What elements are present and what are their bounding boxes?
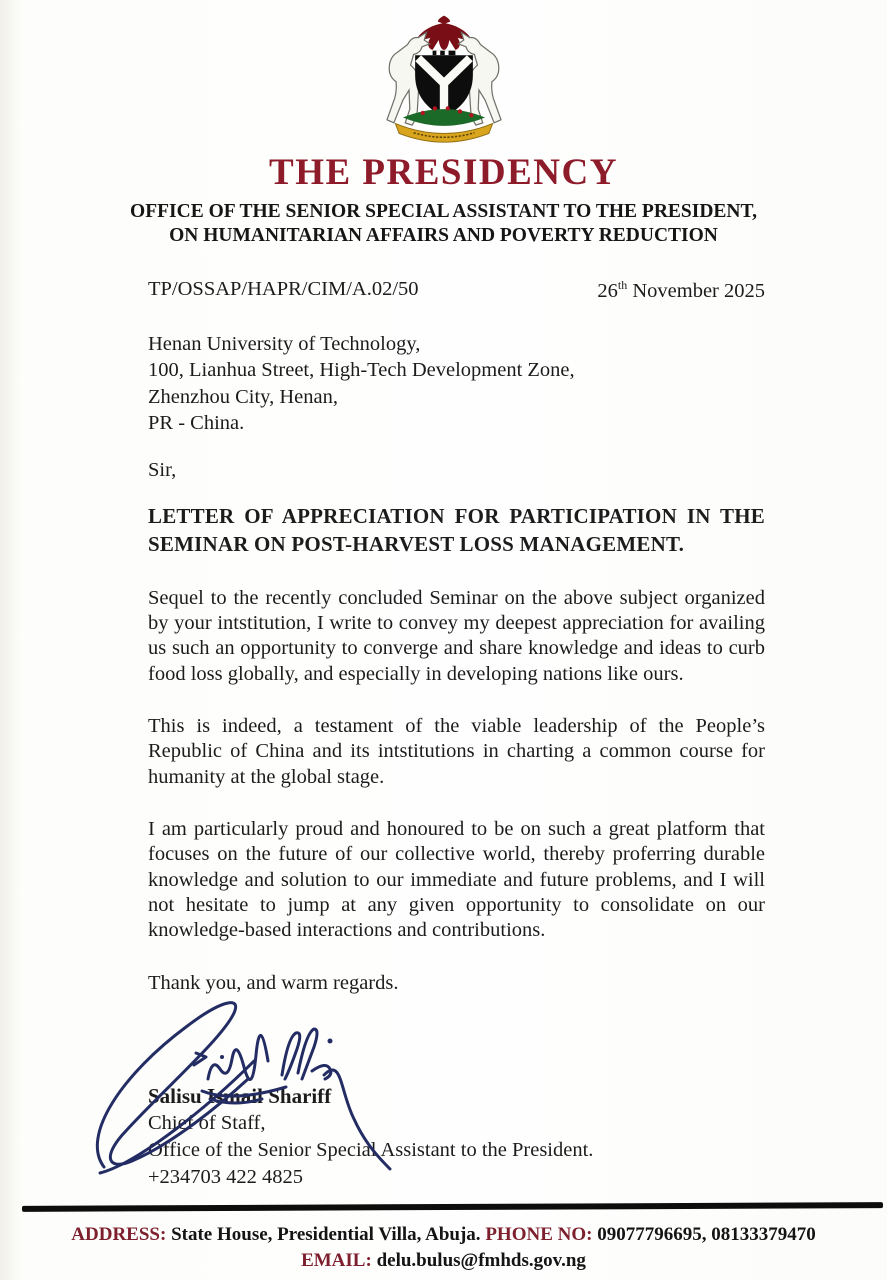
signatory-office: Office of the Senior Special Assistant to the President.	[148, 1139, 594, 1162]
email-value: delu.bulus@fmhds.gov.ng	[371, 1250, 586, 1271]
letter-body	[148, 278, 765, 1191]
reference-number: TP/OSSAP/HAPR/CIM/A.02/50	[148, 278, 419, 300]
subject-line: LETTER OF APPRECIATION FOR PARTICIPATION IN THE SEMINAR ON POST-HARVEST LOSS MANAGEMENT.	[148, 503, 765, 557]
paragraph-2: This is indeed, a testament of the viable leadership of the People’s Republic of China and its intstitutions in charting a common course for humanity at the global stage.	[148, 715, 765, 788]
reference-row	[148, 278, 765, 303]
date-month-year: November 2025	[627, 279, 765, 302]
recipient-line: PR - China.	[148, 412, 245, 435]
paragraph-3: I am particularly proud and honoured to be on such a great platform that focuses on the future of our collective world, thereby proferring durable knowledge and solution to our immediate and future problems, and I will not hesitate to jump at any given opportunity to consolidate on our knowledge-based interactions and contributions.	[148, 817, 765, 942]
recipient-line: Henan University of Technology,	[148, 332, 421, 355]
date-ordinal: th	[617, 278, 628, 292]
page-title: THE PRESIDENCY	[269, 152, 618, 193]
address-value: State House, Presidential Villa, Abuja.	[166, 1224, 486, 1245]
closing-line: Thank you, and warm regards.	[148, 972, 399, 995]
office-subtitle	[0, 200, 887, 248]
recipient-line: 100, Lianhua Street, High-Tech Development Zone,	[148, 359, 575, 382]
phone-label: PHONE NO:	[485, 1224, 593, 1245]
signatory-name: Salisu Ismail Shariff	[148, 1084, 332, 1109]
nigeria-coat-of-arms-icon	[368, 12, 520, 144]
email-label: EMAIL:	[301, 1250, 372, 1271]
footer-address-line	[0, 1222, 887, 1248]
office-subtitle-line2: ON HUMANITARIAN AFFAIRS AND POVERTY REDUCTION	[169, 225, 718, 246]
footer-divider	[22, 1202, 883, 1212]
phone-value: 09077796695, 08133379470	[592, 1224, 816, 1245]
letter-date	[597, 278, 765, 303]
signature-area	[148, 995, 765, 1083]
footer-email-line	[0, 1248, 887, 1274]
signatory-phone: +234703 422 4825	[148, 1166, 304, 1189]
recipient-address	[148, 331, 765, 437]
paragraph-1: Sequel to the recently concluded Seminar on the above subject organized by your intstitution, I write to convey my deepest appreciation for availing us such an opportunity to converge and share knowledge and ideas to curb food loss globally, and especially in developing nations like ours.	[148, 586, 765, 685]
office-subtitle-line1: OFFICE OF THE SENIOR SPECIAL ASSISTANT TO THE PRESIDENT,	[130, 201, 757, 222]
date-day: 26	[597, 279, 618, 302]
signatory-block	[148, 1083, 765, 1191]
salutation: Sir,	[148, 458, 177, 481]
address-label: ADDRESS:	[71, 1224, 167, 1245]
recipient-line: Zhenzhou City, Henan,	[148, 385, 338, 408]
signatory-role: Chief of Staff,	[148, 1112, 266, 1135]
letter-footer	[0, 1204, 887, 1274]
letterhead	[0, 0, 887, 248]
